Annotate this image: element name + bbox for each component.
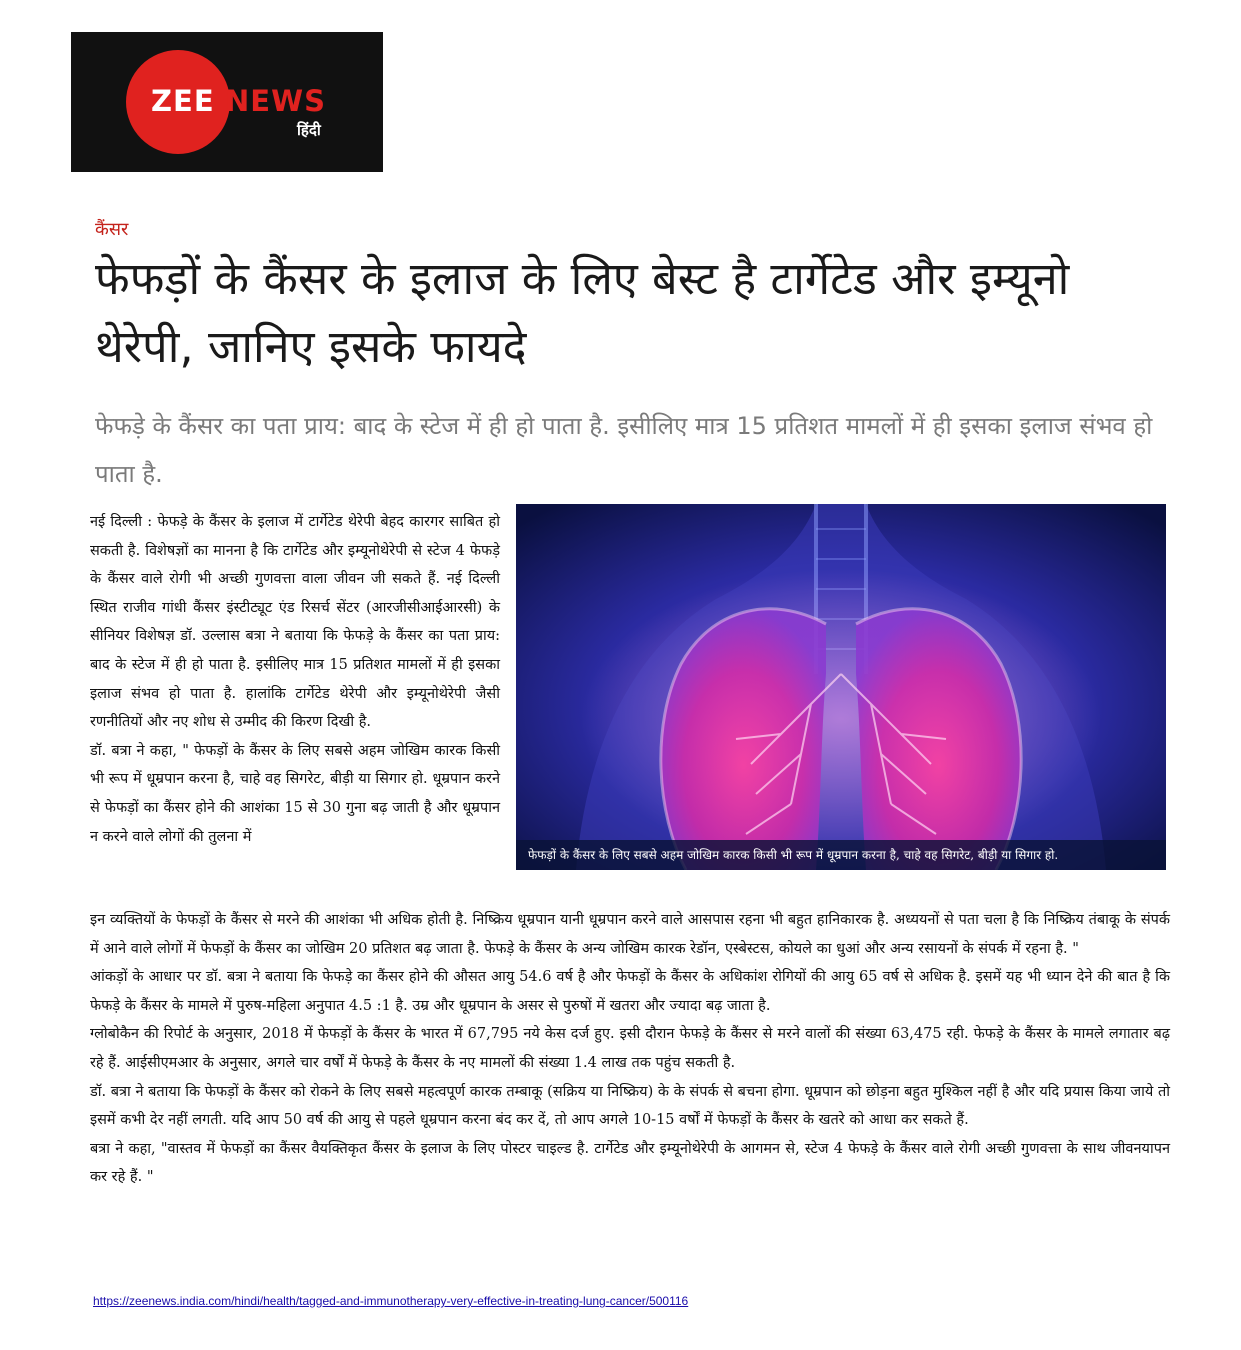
- logo-zee-text: ZEE: [151, 84, 215, 118]
- article-body-column: [90, 508, 500, 851]
- logo-news-text: NEWS: [225, 84, 326, 118]
- category-label[interactable]: कैंसर: [95, 219, 129, 240]
- body-paragraph: इन व्यक्तियों के फेफड़ों के कैंसर से मरने की आशंका भी अधिक होती है. निष्क्रिय धूम्रपान यानी धूम्रपान करने वाले आसपास रहना भी बहुत हानिकारक है. अध्ययनों से पता चला है कि निष्क्रिय तंबाकू के संपर्क में आने वाले लोगों में फेफड़ों के कैंसर का जोखिम 20 प्रतिशत बढ़ जाता है. फेफड़े के कैंसर के अन्य जोखिम कारक रेडॉन, एस्बेस्टस, कोयले का धुआं और अन्य रसायनों के संपर्क में रहना है. ": [90, 912, 1170, 957]
- body-paragraph: ग्लोबोकैन की रिपोर्ट के अनुसार, 2018 में फेफड़ों के कैंसर के भारत में 67,795 नये केस दर्ज हुए. इसी दौरान फेफड़े के कैंसर से मरने वालों की संख्या 63,475 रही. फेफड़े के कैंसर के मामले लगातार बढ़ रहे हैं. आईसीएमआर के अनुसार, अगले चार वर्षों में फेफड़े के कैंसर के नए मामलों की संख्या 1.4 लाख तक पहुंच सकती है.: [90, 1026, 1170, 1071]
- lungs-graphic: [516, 504, 1166, 870]
- source-url-link[interactable]: https://zeenews.india.com/hindi/health/tagged-and-immunotherapy-very-effective-in-treating-lung-cancer/500116: [93, 1294, 689, 1308]
- body-paragraph: बत्रा ने कहा, "वास्तव में फेफड़ों का कैंसर वैयक्तिकृत कैंसर के इलाज के लिए पोस्टर चाइल्ड है. टार्गेटेड और इम्यूनोथेरेपी के आगमन से, स्टेज 4 फेफड़े के कैंसर वाले रोगी अच्छी गुणवत्ता के साथ जीवनयापन कर रहे हैं. ": [90, 1140, 1170, 1186]
- article-headline: फेफड़ों के कैंसर के इलाज के लिए बेस्ट है टार्गेटेड और इम्यूनो थेरेपी, जानिए इसके फायदे: [95, 252, 1070, 373]
- body-paragraph: नई दिल्ली : फेफड़े के कैंसर के इलाज में टार्गेटेड थेरेपी बेहद कारगर साबित हो सकती है. विशेषज्ञों का मानना है कि टार्गेटेड और इम्यूनोथेरेपी से स्टेज 4 फेफड़े के कैंसर वाले रोगी भी अच्छी गुणवत्ता वाला जीवन जी सकते हैं. नई दिल्ली स्थित राजीव गांधी कैंसर इंस्टीट्यूट एंड रिसर्च सेंटर (आरजीसीआईआरसी) के सीनियर विशेषज्ञ डॉ. उल्लास बत्रा ने बताया कि फेफड़े के कैंसर का पता प्राय: बाद के स्टेज में ही हो पाता है. इसीलिए मात्र 15 प्रतिशत मामलों में ही इसका इलाज संभव हो पाता है. हालांकि टार्गेटेड थेरेपी और इम्यूनोथेरेपी जैसी रणनीतियों और नए शोध से उम्मीद की किरण दिखी है.: [90, 514, 500, 731]
- lungs-illustration: [516, 504, 1166, 870]
- article-body-full: [90, 906, 1170, 1192]
- zee-news-logo[interactable]: [71, 32, 383, 172]
- body-paragraph: डॉ. बत्रा ने बताया कि फेफड़ों के कैंसर को रोकने के लिए सबसे महत्वपूर्ण कारक तम्बाकू (सक्रिय या निष्क्रिय) के के संपर्क से बचना होगा. धूम्रपान को छोड़ना बहुत मुश्किल नहीं है और यदि प्रयास किया जाये तो इसमें कभी देर नहीं लगती. यदि आप 50 वर्ष की आयु से पहले धूम्रपान करना बंद कर दें, तो आप अगले 10-15 वर्षों में फेफड़ों के कैंसर के खतरे को आधा कर सकते हैं.: [90, 1083, 1170, 1129]
- article-summary: फेफड़े के कैंसर का पता प्राय: बाद के स्टेज में ही हो पाता है. इसीलिए मात्र 15 प्रतिशत मामलों में ही इसका इलाज संभव हो पाता है.: [95, 412, 1153, 488]
- body-paragraph: आंकड़ों के आधार पर डॉ. बत्रा ने बताया कि फेफड़े का कैंसर होने की औसत आयु 54.6 वर्ष है और फेफड़ों के कैंसर के अधिकांश रोगियों की आयु 65 वर्ष से अधिक है. इसमें यह भी ध्यान देने की बात है कि फेफड़े के कैंसर के मामले में पुरुष-महिला अनुपात 4.5 :1 है. उम्र और धूम्रपान के असर से पुरुषों में खतरा और ज्यादा बढ़ जाता है.: [90, 969, 1170, 1014]
- body-paragraph: डॉ. बत्रा ने कहा, " फेफड़ों के कैंसर के लिए सबसे अहम जोखिम कारक किसी भी रूप में धूम्रपान करना है, चाहे वह सिगरेट, बीड़ी या सिगार हो. धूम्रपान करने से फेफड़ों का कैंसर होने की आशंका 15 से 30 गुना बढ़ जाती है और धूम्रपान न करने वाले लोगों की तुलना में: [90, 742, 500, 845]
- logo-hindi-text: हिंदी: [297, 121, 321, 139]
- image-caption: फेफड़ों के कैंसर के लिए सबसे अहम जोखिम कारक किसी भी रूप में धूम्रपान करना है, चाहे वह सिगरेट, बीड़ी या सिगार हो.: [516, 840, 1166, 870]
